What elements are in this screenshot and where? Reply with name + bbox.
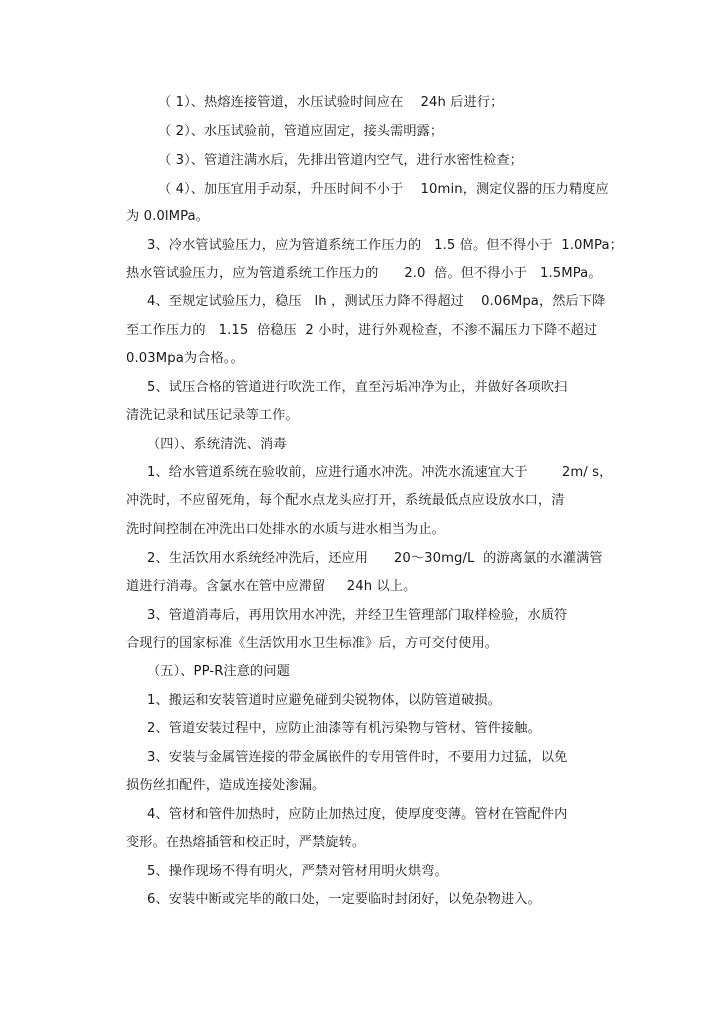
text-line: 洗时间控制在冲洗出口处排水的水质与进水相当为止。	[126, 522, 445, 537]
section-heading: （四）、系统清洗、消毒	[147, 437, 287, 452]
text-line: 2、管道安装过程中，应防止油漆等有机污染物与管材、管件接触。	[147, 721, 541, 736]
text-line: （ 2）、水压试验前，管道应固定，接头需明露；	[158, 124, 444, 139]
text-line: 4、至规定试验压力，稳压 lh ，测试压力降不得超过 0.06Mpa，然后下降	[147, 294, 606, 309]
text-line: 变形。在热熔插管和校正时，严禁旋转。	[126, 835, 366, 850]
text-line: 清洗记录和试压记录等工作。	[126, 408, 299, 423]
text-line: 5、试压合格的管道进行吹洗工作，直至污垢冲净为止，并做好各项吹扫	[147, 380, 568, 395]
text-line: （ 1）、热熔连接管道，水压试验时间应在 24h 后进行；	[158, 95, 504, 110]
text-line: 3、安装与金属管连接的带金属嵌件的专用管件时，不要用力过猛，以免	[147, 750, 568, 765]
text-line: 合现行的国家标准《生活饮用水卫生标准》后，方可交付使用。	[126, 636, 499, 651]
text-line: 3、管道消毒后，再用饮用水冲洗，并经卫生管理部门取样检验，水质符	[147, 608, 568, 623]
text-line: 热水管试验压力，应为管道系统工作压力的 2.0 倍。但不得小于 1.5MPa。	[126, 266, 602, 281]
section-heading: （五）、PP-R注意的问题	[147, 664, 290, 679]
text-line: 5、操作现场不得有明火，严禁对管材用明火烘弯。	[147, 864, 448, 879]
text-line: 3、冷水管试验压力，应为管道系统工作压力的 1.5 倍。但不得小于 1.0MPa；	[147, 238, 623, 253]
text-line: 至工作压力的 1.15 倍稳压 2 小时，进行外观检查，不渗不漏压力下降不超过	[126, 323, 598, 338]
text-line: 4、管材和管件加热时，应防止加热过度，使厚度变薄。管材在管配件内	[147, 807, 568, 822]
text-line: 6、安装中断或完毕的敞口处，一定要临时封闭好，以免杂物进入。	[147, 892, 541, 907]
text-line: 为 0.0lMPa。	[126, 209, 210, 224]
text-line: （ 3）、管道注满水后，先排出管道内空气，进行水密性检查；	[158, 153, 523, 168]
text-line: 损伤丝扣配件，造成连接处渗漏。	[126, 778, 326, 793]
text-line: 1、搬运和安装管道时应避免碰到尖锐物体，以防管道破损。	[147, 693, 501, 708]
text-line: 1、给水管道系统在验收前，应进行通水冲洗。冲洗水流速宜大于 2m/ s，	[147, 465, 613, 480]
text-line: 0.03Mpa为合格。。	[126, 351, 244, 366]
text-line: 冲洗时，不应留死角，每个配水点龙头应打开，系统最低点应设放水口，清	[126, 493, 565, 508]
text-line: 2、生活饮用水系统经冲洗后，还应用 20～30mg/L 的游离氯的水灌满管	[147, 551, 603, 566]
text-line: 道进行消毒。含氯水在管中应滞留 24h 以上。	[126, 579, 417, 594]
text-line: （ 4）、加压宜用手动泵，升压时间不小于 10min，测定仪器的压力精度应	[158, 182, 609, 197]
